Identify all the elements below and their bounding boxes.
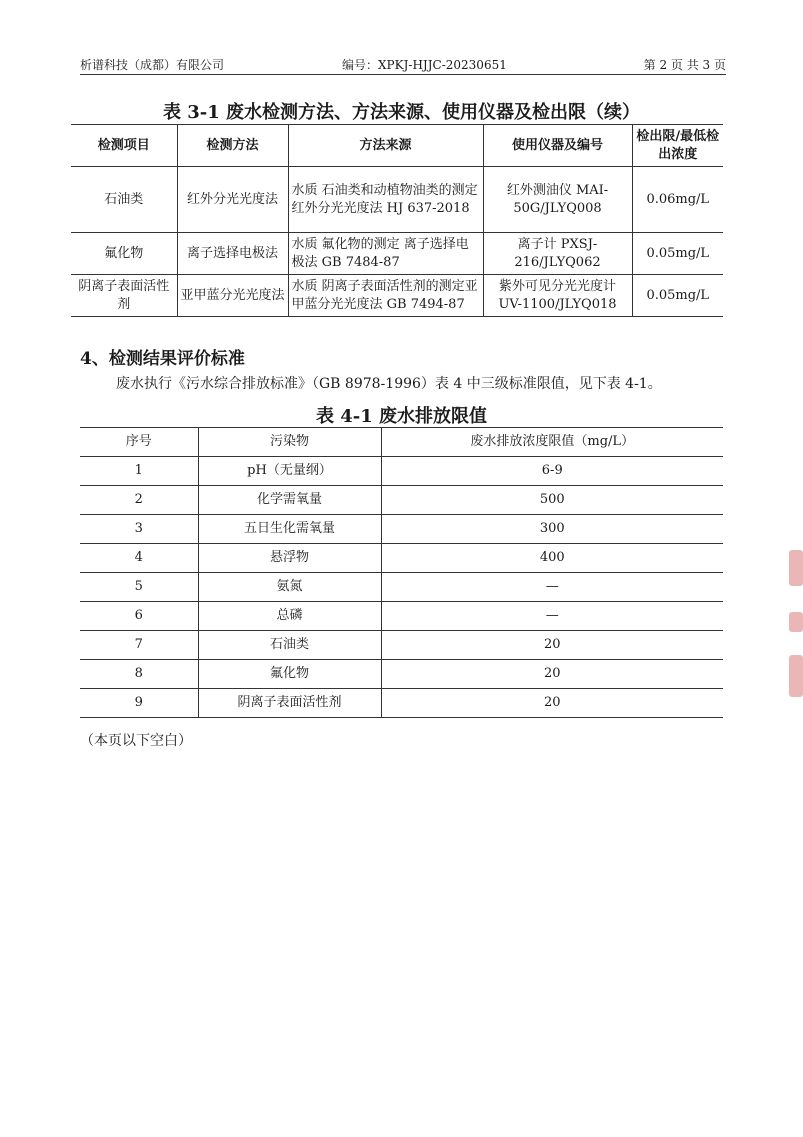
blank-page-note: （本页以下空白） (80, 733, 192, 749)
section-4-heading: 4、检测结果评价标准 (80, 349, 245, 369)
table-cell: 水质 氟化物的测定 离子选择电极法 GB 7484-87 (288, 233, 483, 275)
table-3-1 (71, 124, 723, 317)
table-row (80, 544, 723, 573)
table-cell: 20 (381, 631, 723, 660)
table-cell: 石油类 (198, 631, 381, 660)
column-header: 检测项目 (71, 125, 177, 167)
table-cell: 阴离子表面活性剂 (71, 275, 177, 317)
table-cell: 6-9 (381, 457, 723, 486)
column-header: 序号 (80, 428, 198, 457)
table-row (80, 486, 723, 515)
table-row (71, 275, 723, 317)
table-cell: 水质 阴离子表面活性剂的测定亚甲蓝分光光度法 GB 7494-87 (288, 275, 483, 317)
table-cell: 7 (80, 631, 198, 660)
table-cell: 9 (80, 689, 198, 718)
table-row (80, 689, 723, 718)
report-number: 编号：XPKJ-HJJC-20230651 (342, 58, 507, 72)
column-header: 废水排放浓度限值（mg/L） (381, 428, 723, 457)
table-cell: 悬浮物 (198, 544, 381, 573)
table-cell: 5 (80, 573, 198, 602)
table-cell: 500 (381, 486, 723, 515)
table-row (80, 515, 723, 544)
table-cell: 离子选择电极法 (177, 233, 288, 275)
table-header-row (80, 428, 723, 457)
table-cell: 红外分光光度法 (177, 167, 288, 233)
table-cell: 总磷 (198, 602, 381, 631)
table-cell: pH（无量纲） (198, 457, 381, 486)
section-4-paragraph: 废水执行《污水综合排放标准》（GB 8978-1996）表 4 中三级标准限值，见下表 4-1。 (116, 376, 662, 392)
table-cell: — (381, 602, 723, 631)
column-header: 检出限/最低检出浓度 (632, 125, 723, 167)
table-cell: 红外测油仪 MAI-50G/JLYQ008 (483, 167, 632, 233)
table-cell: 0.05mg/L (632, 275, 723, 317)
table-cell: 氨氮 (198, 573, 381, 602)
table-cell: 4 (80, 544, 198, 573)
table-cell: 五日生化需氧量 (198, 515, 381, 544)
table-cell: 紫外可见分光光度计 UV-1100/JLYQ018 (483, 275, 632, 317)
table-3-1-title: 表 3-1 废水检测方法、方法来源、使用仪器及检出限（续） (162, 102, 641, 123)
table-cell: 1 (80, 457, 198, 486)
table-row (80, 631, 723, 660)
table-cell: 石油类 (71, 167, 177, 233)
table-header-row (71, 125, 723, 167)
table-cell: 0.06mg/L (632, 167, 723, 233)
table-cell: 离子计 PXSJ-216/JLYQ062 (483, 233, 632, 275)
table-cell: 2 (80, 486, 198, 515)
table-cell: 亚甲蓝分光光度法 (177, 275, 288, 317)
table-cell: 8 (80, 660, 198, 689)
table-cell: 氟化物 (71, 233, 177, 275)
table-row (80, 573, 723, 602)
table-row (71, 167, 723, 233)
table-row (80, 660, 723, 689)
table-cell: — (381, 573, 723, 602)
table-cell: 0.05mg/L (632, 233, 723, 275)
table-row (80, 602, 723, 631)
column-header: 方法来源 (288, 125, 483, 167)
seal-fragment (789, 612, 803, 632)
table-cell: 氟化物 (198, 660, 381, 689)
table-cell: 300 (381, 515, 723, 544)
table-cell: 3 (80, 515, 198, 544)
table-cell: 20 (381, 689, 723, 718)
table-cell: 化学需氧量 (198, 486, 381, 515)
table-row (71, 233, 723, 275)
header-rule (80, 74, 726, 75)
table-4-1-title: 表 4-1 废水排放限值 (315, 406, 488, 427)
table-row (80, 457, 723, 486)
table-4-1 (80, 427, 723, 718)
column-header: 检测方法 (177, 125, 288, 167)
page-header (80, 56, 726, 74)
table-cell: 400 (381, 544, 723, 573)
column-header: 使用仪器及编号 (483, 125, 632, 167)
seal-fragment (789, 550, 803, 586)
table-cell: 20 (381, 660, 723, 689)
company-name: 析谱科技（成都）有限公司 (80, 58, 225, 72)
table-cell: 阴离子表面活性剂 (198, 689, 381, 718)
table-cell: 水质 石油类和动植物油类的测定 红外分光光度法 HJ 637-2018 (288, 167, 483, 233)
column-header: 污染物 (198, 428, 381, 457)
table-cell: 6 (80, 602, 198, 631)
page-indicator: 第 2 页 共 3 页 (643, 58, 726, 72)
seal-fragment (789, 655, 803, 697)
